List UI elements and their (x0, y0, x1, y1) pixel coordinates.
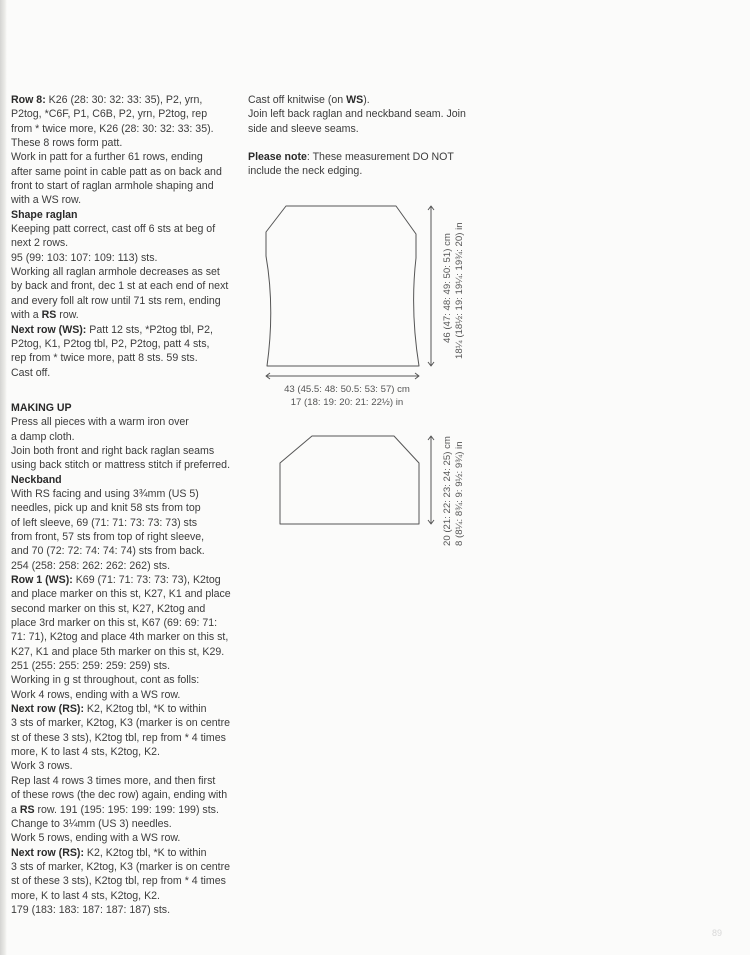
shape-raglan-line: by back and front, dec 1 st at each end of next (11, 280, 229, 293)
body-length-label-cm: 46 (47: 48: 49: 50: 51) cm (442, 233, 453, 343)
shape-raglan-line: 95 (99: 103: 107: 109: 113) sts. (11, 251, 158, 264)
row8-line: with a WS row. (11, 194, 82, 207)
next-row-rs-line: Work 5 rows, ending with a WS row. (11, 832, 181, 845)
yoke-depth-label-in: 8 (8¼: 8¾: 9: 9½: 9¾) in (454, 441, 465, 546)
ws-emphasis: WS (346, 94, 364, 106)
row8-line: after same point in cable patt as on back and (11, 165, 222, 178)
next-row-rs-line: more, K to last 4 sts, K2tog, K2. (11, 889, 160, 902)
next-row-rs-line: of these rows (the dec row) again, ending with (11, 789, 228, 802)
row1-line: 251 (255: 255: 259: 259: 259) sts. (11, 660, 171, 673)
row1-line: 71: 71), K2tog and place 4th marker on this st, (11, 631, 229, 644)
next-row-rs-line: Rep last 4 rows 3 times more, and then first (11, 774, 216, 787)
neckband-line: With RS facing and using 3¾mm (US 5) (11, 487, 199, 500)
making-up-line: Join both front and right back raglan seams (11, 444, 215, 457)
next-row-rs-line: 179 (183: 183: 187: 187: 187) sts. (11, 903, 171, 916)
next-row-rs-line: st of these 3 sts), K2tog tbl, rep from * 4 times (11, 875, 226, 888)
cast-off-text: Cast off knitwise (on (248, 94, 347, 106)
making-up-line: a damp cloth. (11, 430, 75, 443)
row1-label: Row 1 (WS): (11, 574, 73, 586)
next-row-ws-line: rep from * twice more, patt 8 sts. 59 sts. (11, 352, 198, 365)
neckband-line: and 70 (72: 72: 74: 74: 74) sts from back. (11, 545, 205, 558)
body-width-label-in: 17 (18: 19: 20: 21: 22½) in (290, 397, 404, 408)
shape-raglan-heading: Shape raglan (11, 208, 78, 221)
next-row-rs-label: Next row (RS): (11, 846, 84, 859)
next-row-rs-line: 3 sts of marker, K2tog, K3 (marker is on centre (11, 860, 231, 873)
yoke-depth-label-cm: 20 (21: 22: 23: 24: 25) cm (442, 436, 453, 546)
rs-emphasis: RS (19, 803, 35, 816)
body-length-label-in: 18¼ (18½: 19: 19¼: 19¾: 20) in (454, 222, 465, 359)
body-schematic-outline (266, 206, 419, 366)
next-row-rs-text: row. 191 (195: 195: 199: 199: 199) sts. (34, 803, 219, 816)
shape-raglan-line: next 2 rows. (11, 237, 69, 250)
next-row-ws-line: P2tog, K1, P2tog tbl, P2, P2tog, patt 4 sts, (11, 337, 210, 350)
row1-line: and place marker on this st, K27, K1 and place (11, 588, 231, 601)
neckband-line: of left sleeve, 69 (71: 71: 73: 73: 73) sts (11, 516, 198, 529)
next-row-rs-line: Change to 3¼mm (US 3) needles. (11, 817, 172, 830)
making-up-line: Join left back raglan and neckband seam. Join (248, 108, 466, 121)
next-row-rs-line: K2, K2tog tbl, *K to within (83, 846, 207, 859)
next-row-ws-line: Patt 12 sts, *P2tog tbl, P2, (86, 323, 213, 336)
making-up-line: side and sleeve seams. (248, 122, 359, 135)
shape-raglan-line: and every foll alt row until 71 sts rem, ending (11, 294, 221, 307)
next-row-rs-line: st of these 3 sts), K2tog tbl, rep from * 4 times (11, 731, 226, 744)
shape-raglan-line: Keeping patt correct, cast off 6 sts at beg of (11, 223, 216, 236)
neckband-line: 254 (258: 258: 262: 262: 262) sts. (11, 559, 171, 572)
row8-label: Row 8: (11, 94, 46, 106)
shape-raglan-text: with a (11, 309, 42, 322)
row1-line: Work 4 rows, ending with a WS row. (11, 688, 181, 701)
sleeve-top-schematic-outline (280, 436, 419, 524)
shape-raglan-line: Working all raglan armhole decreases as set (11, 266, 220, 279)
row1-line: place 3rd marker on this st, K67 (69: 69: 71: (11, 617, 218, 630)
next-row-rs-line: K2, K2tog tbl, *K to within (83, 703, 207, 716)
next-row-rs-line: more, K to last 4 sts, K2tog, K2. (11, 746, 160, 759)
row8-line: front to start of raglan armhole shaping and (11, 180, 214, 193)
shape-raglan-text: row. (56, 309, 79, 322)
row8-line: These 8 rows form patt. (11, 137, 123, 150)
next-row-ws-label: Next row (WS): (11, 323, 87, 336)
next-row-rs-text: a (11, 803, 20, 816)
row1-line: K69 (71: 71: 73: 73: 73), K2tog (72, 574, 221, 586)
making-up-heading: MAKING UP (11, 401, 72, 414)
neckband-heading: Neckband (11, 473, 62, 486)
row1-line: Working in g st throughout, cont as folls: (11, 674, 200, 687)
cast-off-text: ). (363, 94, 370, 106)
body-width-label-cm: 43 (45.5: 48: 50.5: 53: 57) cm (284, 384, 410, 395)
row8-line: from * twice more, K26 (28: 30: 32: 33: 35). (11, 122, 214, 135)
neckband-line: needles, pick up and knit 58 sts from top (11, 502, 201, 515)
note-label: Please note (248, 151, 307, 164)
rs-emphasis: RS (41, 309, 57, 322)
next-row-ws-line: Cast off. (11, 366, 51, 379)
next-row-rs-label: Next row (RS): (11, 703, 84, 716)
row1-line: K27, K1 and place 5th marker on this st, K29. (11, 645, 225, 658)
row8-line: P2tog, *C6F, P1, C6B, P2, yrn, P2tog, rep (11, 108, 208, 121)
row8-line: K26 (28: 30: 32: 33: 35), P2, yrn, (45, 94, 203, 106)
making-up-line: using back stitch or mattress stitch if preferred. (11, 459, 231, 472)
next-row-rs-line: Work 3 rows. (11, 760, 73, 773)
note-line: : These measurement DO NOT (306, 151, 454, 164)
making-up-line: Press all pieces with a warm iron over (11, 416, 189, 429)
note-line: include the neck edging. (248, 165, 363, 178)
row1-line: second marker on this st, K27, K2tog and (11, 602, 206, 615)
next-row-rs-line: 3 sts of marker, K2tog, K3 (marker is on centre (11, 717, 231, 730)
neckband-line: from front, 57 sts from top of right sleeve, (11, 530, 205, 543)
row8-line: Work in patt for a further 61 rows, ending (11, 151, 203, 164)
page-number: 89 (711, 928, 722, 938)
